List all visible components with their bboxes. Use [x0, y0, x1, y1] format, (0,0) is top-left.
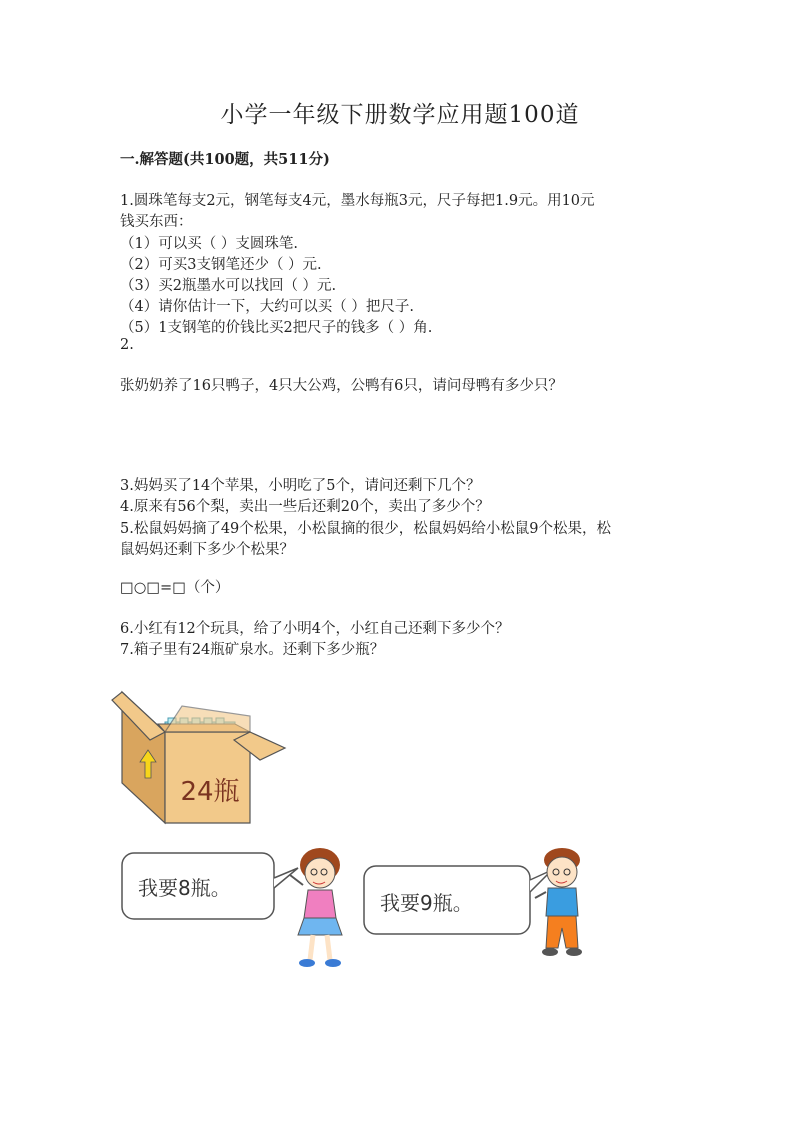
question-1-stem-line2: 钱买东西： [120, 214, 193, 230]
girl-speech-bubble [122, 853, 298, 919]
question-1-part2: （2）可买3支钢笔还少（ ）元. [120, 257, 322, 273]
page-title: 小学一年级下册数学应用题100道 [220, 102, 580, 128]
question-1-part1: （1）可以买（ ）支圆珠笔. [120, 236, 298, 252]
question-5-formula: □○□=□（个） [120, 580, 230, 596]
question-6: 6.小红有12个玩具，给了小明4个，小红自己还剩下多少个？ [120, 621, 510, 637]
boy-figure [535, 848, 582, 956]
box-label: 24瓶 [180, 777, 240, 807]
question-1-part3: （3）买2瓶墨水可以找回（ ）元. [120, 278, 337, 294]
question-1-stem-line1: 1.圆珠笔每支2元，钢笔每支4元，墨水每瓶3元，尺子每把1.9元。用10元 [120, 193, 595, 209]
section-heading: 一.解答题(共100题，共511分) [120, 151, 330, 168]
question-7: 7.箱子里有24瓶矿泉水。还剩下多少瓶？ [120, 642, 385, 658]
question-5-line1: 5.松鼠妈妈摘了49个松果，小松鼠摘的很少，松鼠妈妈给小松鼠9个松果，松 [120, 521, 612, 537]
question-3: 3.妈妈买了14个苹果，小明吃了5个，请问还剩下几个？ [120, 478, 481, 494]
water-bottle-illustration [110, 680, 610, 980]
question-2-text: 张奶奶养了16只鸭子，4只大公鸡，公鸭有6只，请问母鸭有多少只？ [120, 378, 563, 394]
question-4: 4.原来有56个梨，卖出一些后还剩20个，卖出了多少个？ [120, 499, 490, 515]
boy-speech-text: 我要9瓶。 [380, 891, 473, 915]
question-1-part4: （4）请你估计一下，大约可以买（ ）把尺子. [120, 299, 414, 315]
girl-speech-text: 我要8瓶。 [138, 876, 231, 900]
question-2-number: 2. [120, 337, 134, 353]
bottle-box [112, 692, 285, 823]
girl-figure [290, 848, 342, 967]
question-5-line2: 鼠妈妈还剩下多少个松果？ [120, 542, 294, 558]
boy-speech-bubble [364, 866, 552, 934]
question-1-part5: （5）1支钢笔的价钱比买2把尺子的钱多（ ）角. [120, 320, 433, 336]
